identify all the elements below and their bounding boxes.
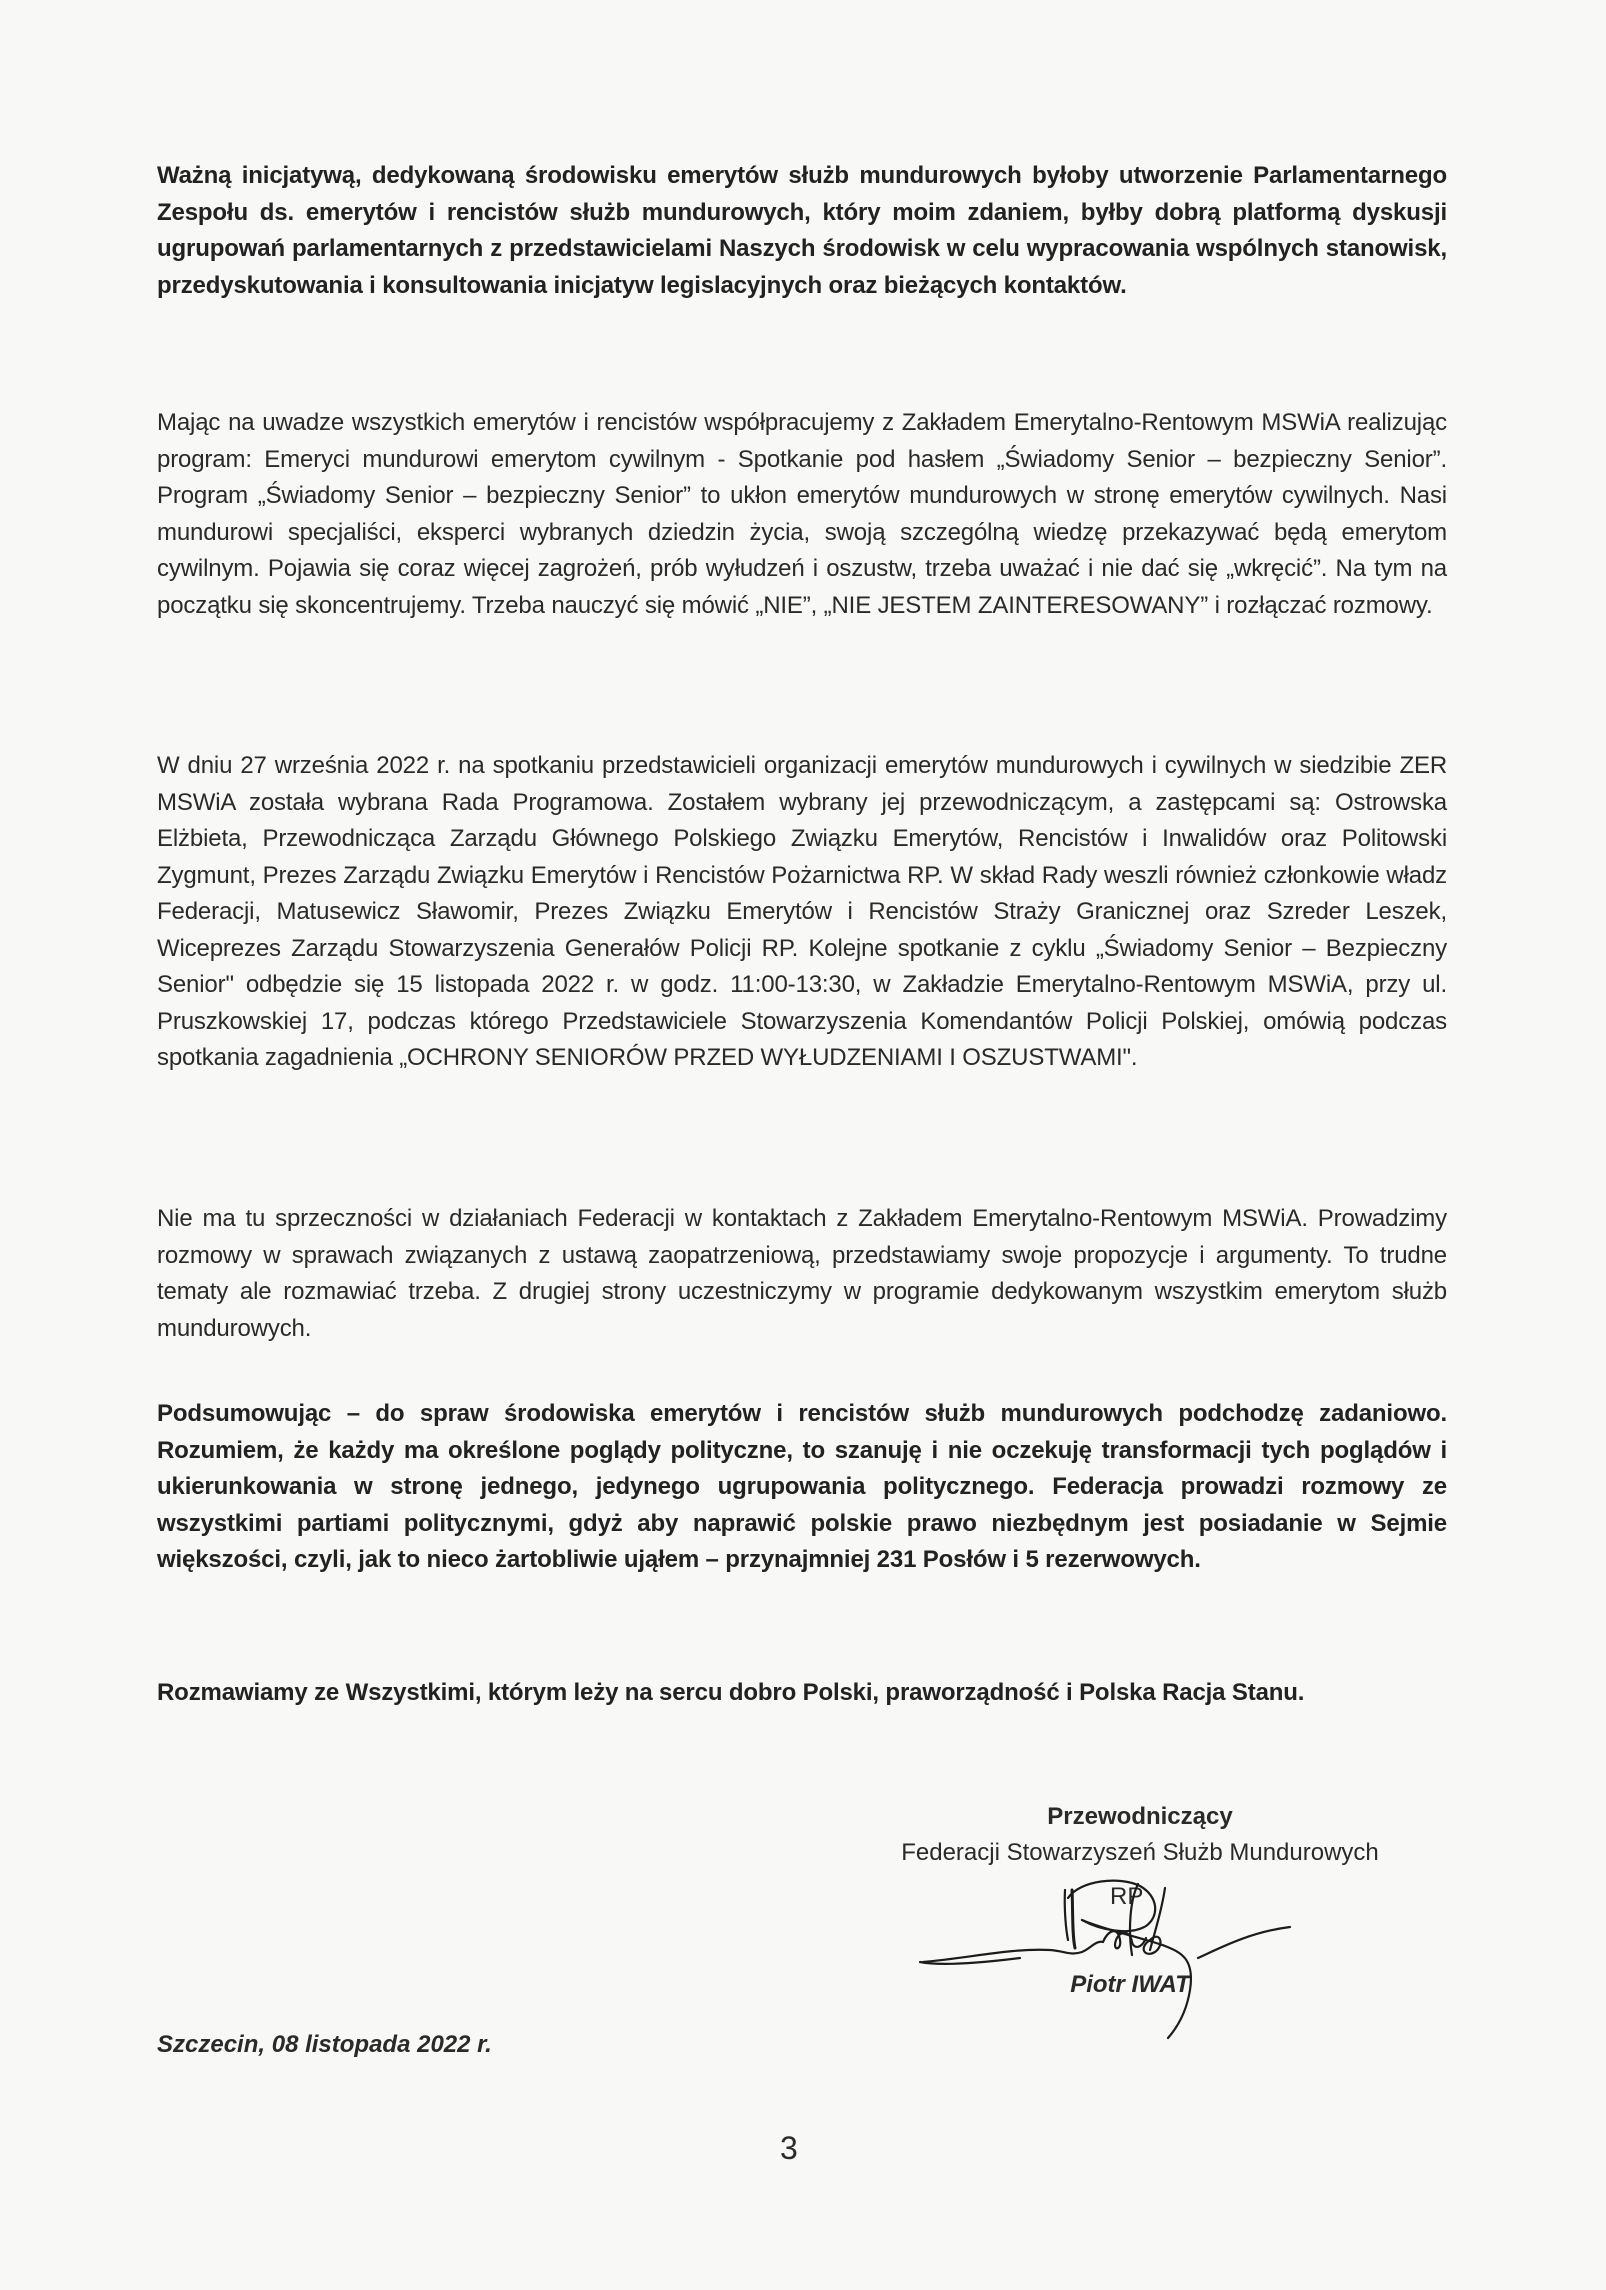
page-number: 3 <box>780 2130 798 2166</box>
paragraph-summary: Podsumowując – do spraw środowiska emerytów i rencistów służb mundurowych podchodzę zadaniowo. Rozumiem, że każdy ma określone poglądy polityczne, to szanuję i nie oczekuję transformacji tych poglądów i ukierunkowania w stronę jednego, jedynego ugrupowania politycznego. Federacja prowadzi rozmowy ze wszystkimi partiami politycznymi, gdyż aby naprawić polskie prawo niezbędnym jest posiadanie w Sejmie większości, czyli, jak to nieco żartobliwie ująłem – przynajmniej 231 Posłów i 5 rezerwowych. <box>157 1400 1447 1573</box>
paragraph-closing: Rozmawiamy ze Wszystkimi, którym leży na sercu dobro Polski, praworządność i Polska Racja Stanu. <box>157 1679 1305 1706</box>
paragraph-zer-contacts: Nie ma tu sprzeczności w działaniach Federacji w kontaktach z Zakładem Emerytalno-Rentowym MSWiA. Prowadzimy rozmowy w sprawach związanych z ustawą zaopatrzeniową, przedstawiamy swoje propozycje i argumenty. To trudne tematy ale rozmawiać trzeba. Z drugiej strony uczestniczymy w programie dedykowanym wszystkim emerytom służb mundurowych. <box>157 1205 1447 1342</box>
signature-organization: Federacji Stowarzyszeń Służb Mundurowych <box>901 1839 1379 1866</box>
signatory-name: Piotr IWAT <box>1070 1971 1190 1998</box>
signature-title: Przewodniczący <box>1047 1803 1233 1830</box>
signature-suffix: RP <box>1110 1883 1144 1910</box>
place-and-date: Szczecin, 08 listopada 2022 r. <box>157 2031 492 2058</box>
handwritten-signature-icon <box>820 1780 1420 2060</box>
paragraph-senior-program: Mając na uwadze wszystkich emerytów i rencistów współpracujemy z Zakładem Emerytalno-Rentowym MSWiA realizując program: Emeryci mundurowi emerytom cywilnym - Spotkanie pod hasłem „Świadomy Senior – bezpieczny Senior”. Program „Świadomy Senior – bezpieczny Senior” to ukłon emerytów mundurowych w stronę emerytów cywilnych. Nasi mundurowi specjaliści, eksperci wybranych dziedzin życia, swoją szczególną wiedzę przekazywać będą emerytom cywilnym. Pojawia się coraz więcej zagrożeń, prób wyłudzeń i oszustw, trzeba uważać i nie dać się „wkręcić”. Na tym na początku się skoncentrujemy. Trzeba nauczyć się mówić „NIE”, „NIE JESTEM ZAINTERESOWANY” i rozłączać rozmowy. <box>157 409 1447 619</box>
paragraph-parliamentary-team: Ważną inicjatywą, dedykowaną środowisku emerytów służb mundurowych byłoby utworzenie Parlamentarnego Zespołu ds. emerytów i rencistów służb mundurowych, który moim zdaniem, byłby dobrą platformą dyskusji ugrupowań parlamentarnych z przedstawicielami Naszych środowisk w celu wypracowania wspólnych stanowisk, przedyskutowania i konsultowania inicjatyw legislacyjnych oraz bieżących kontaktów. <box>157 162 1447 299</box>
paragraph-program-council: W dniu 27 września 2022 r. na spotkaniu przedstawicieli organizacji emerytów mundurowych i cywilnych w siedzibie ZER MSWiA została wybrana Rada Programowa. Zostałem wybrany jej przewodniczącym, a zastępcami są: Ostrowska Elżbieta, Przewodnicząca Zarządu Głównego Polskiego Związku Emerytów, Rencistów i Inwalidów oraz Politowski Zygmunt, Prezes Zarządu Związku Emerytów i Rencistów Pożarnictwa RP. W skład Rady weszli również członkowie władz Federacji, Matusewicz Sławomir, Prezes Związku Emerytów i Rencistów Straży Granicznej oraz Szreder Leszek, Wiceprezes Zarządu Stowarzyszenia Generałów Policji RP. Kolejne spotkanie z cyklu „Świadomy Senior – Bezpieczny Senior" odbędzie się 15 listopada 2022 r. w godz. 11:00-13:30, w Zakładzie Emerytalno-Rentowym MSWiA, przy ul. Pruszkowskiej 17, podczas którego Przedstawiciele Stowarzyszenia Komendantów Policji Polskiej, omówią podczas spotkania zagadnienia „OCHRONY SENIORÓW PRZED WYŁUDZENIAMI I OSZUSTWAMI". <box>157 752 1447 1071</box>
